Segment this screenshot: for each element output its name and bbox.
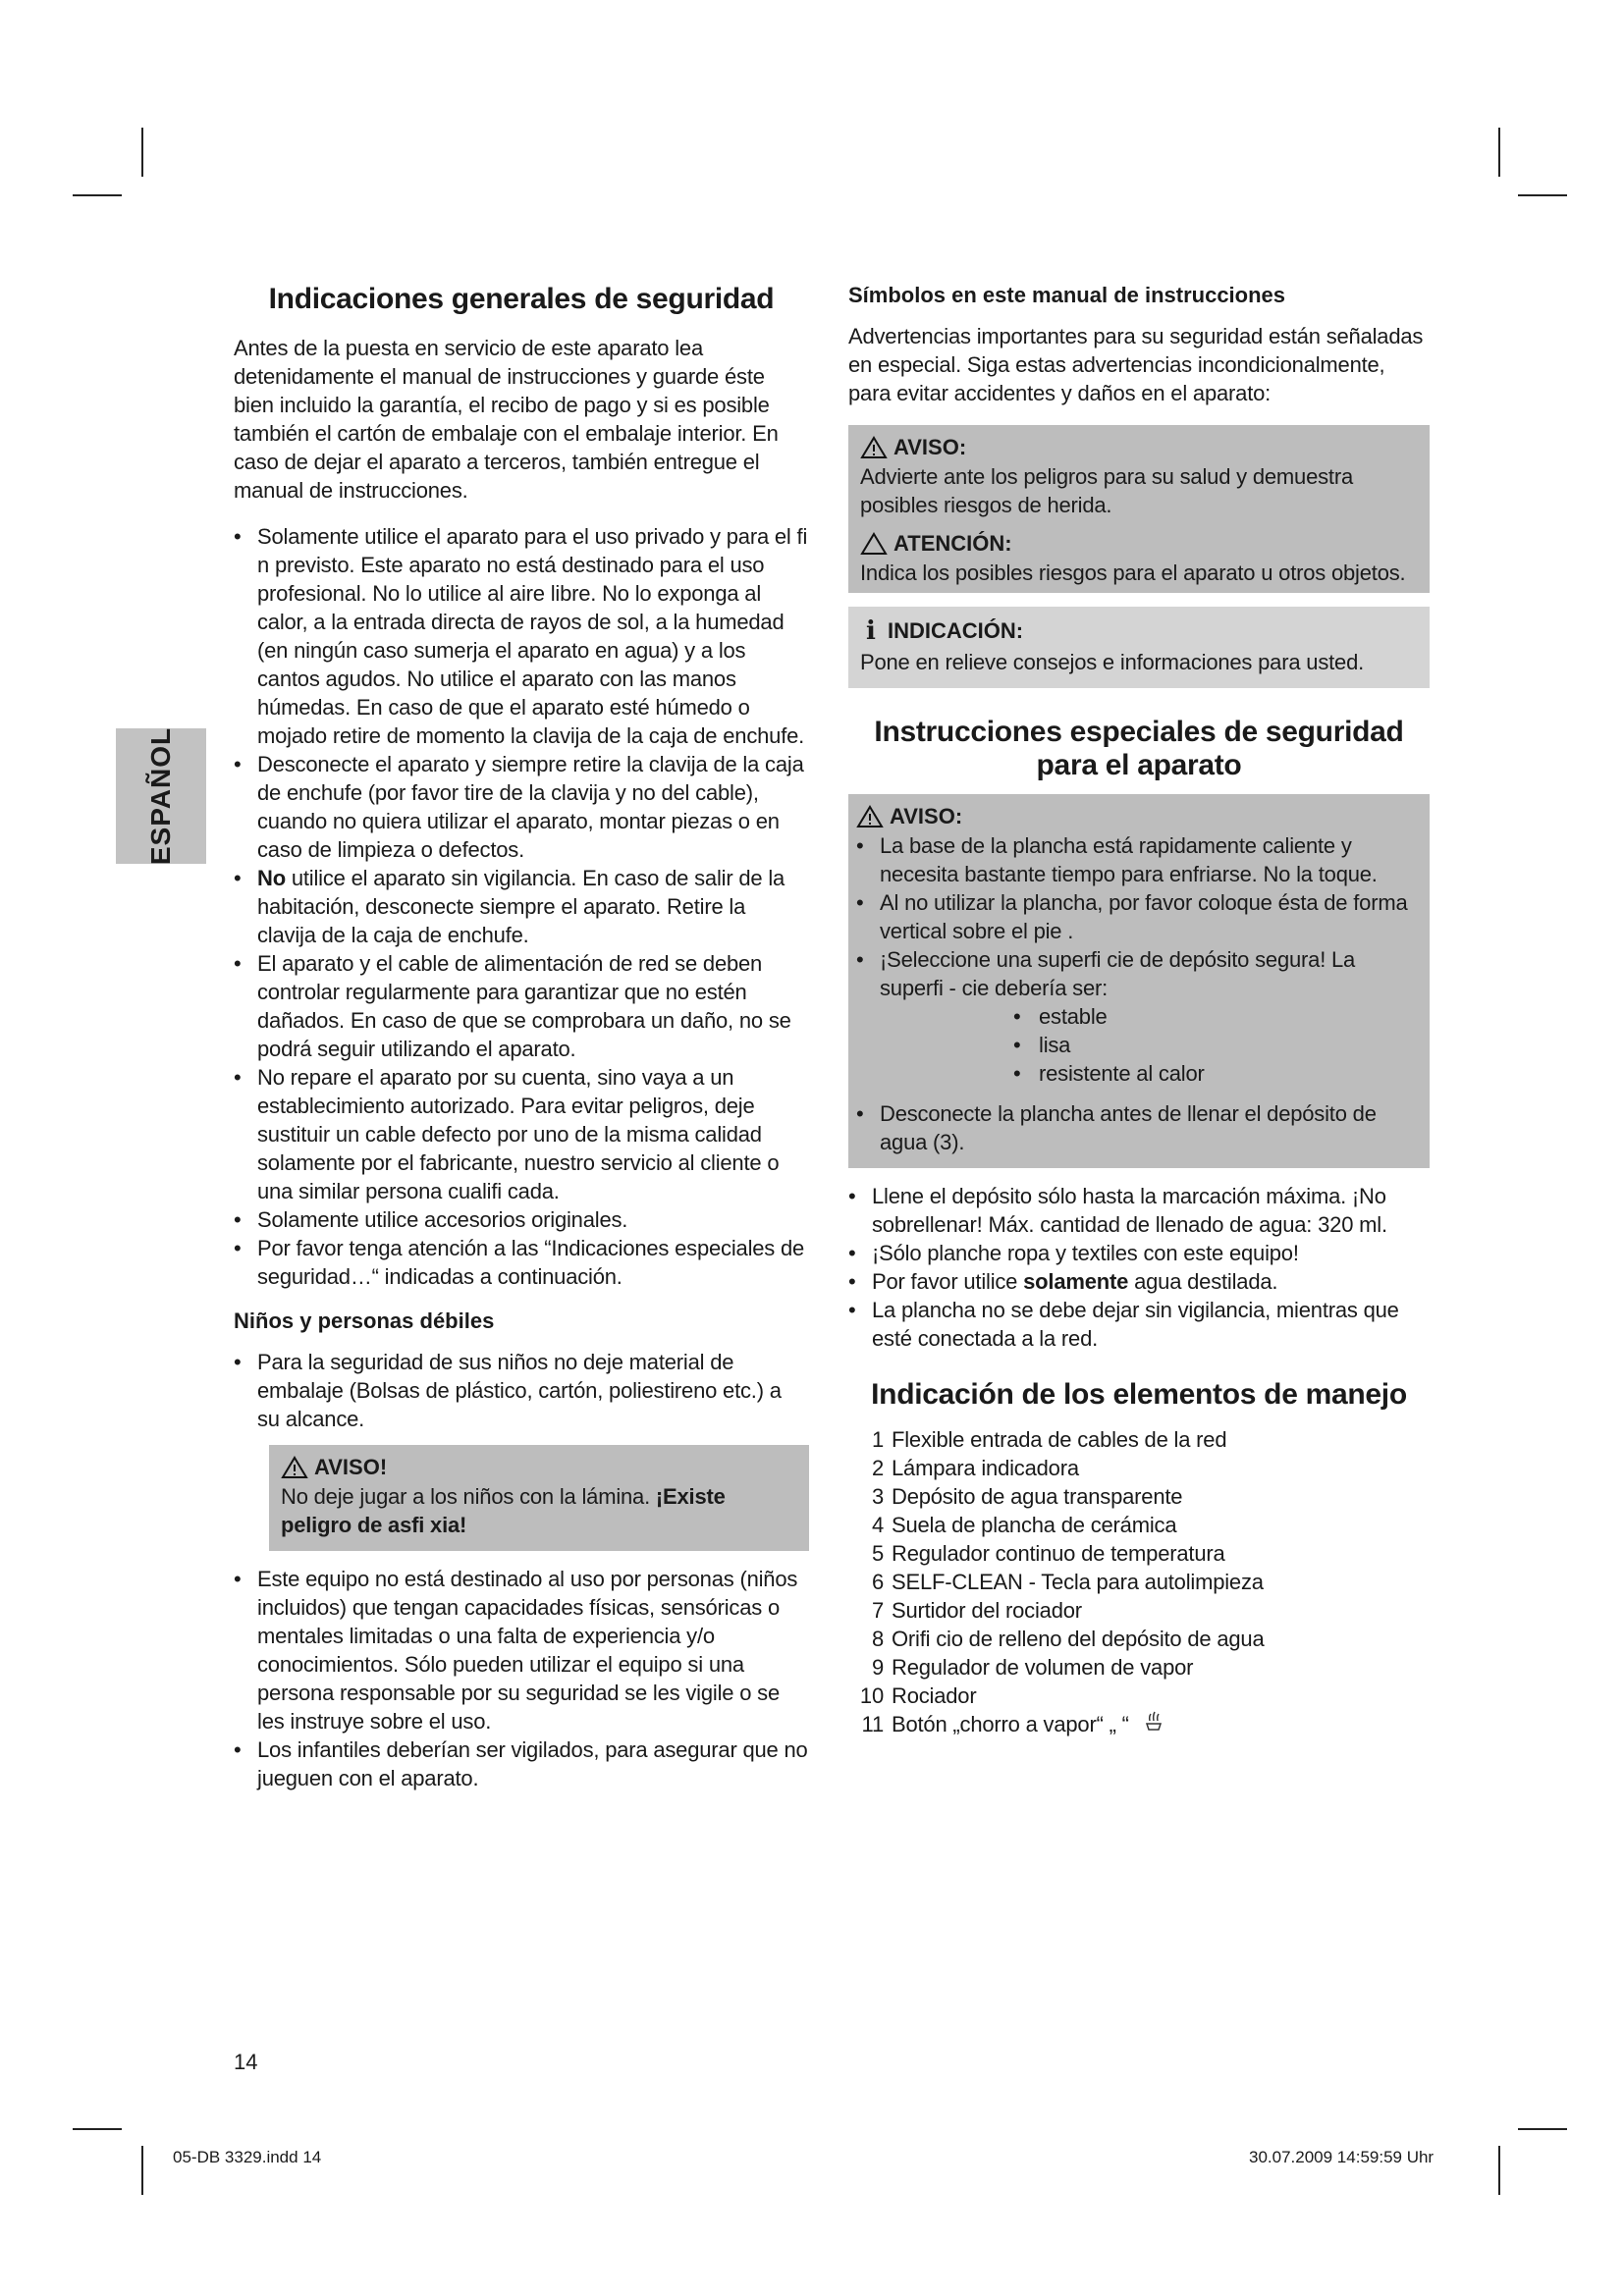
caution-icon [860, 532, 888, 556]
symbols-heading: Símbolos en este manual de instrucciones [848, 283, 1286, 307]
list-item: • Por favor utilice solamente agua destilada. [848, 1267, 1430, 1296]
general-safety-title: Indicaciones generales de seguridad [268, 283, 775, 315]
aviso-label: AVISO: [893, 435, 967, 459]
general-safety-intro: Antes de la puesta en servicio de este aparato lea detenidamente el manual de instrucciones y guarde éste bien incluido la garantía, el recibo de pago y si es posible también el cartón de embalaje con el embalaje interior. En caso de dejar el aparato a terceros, también entregue el manual de instrucciones. [234, 336, 779, 503]
list-item [234, 864, 809, 949]
right-column [848, 283, 1430, 1738]
atencion-text: Indica los posibles riesgos para el aparato u otros objetos. [860, 561, 1406, 585]
special-safety-list-last [856, 1099, 1418, 1156]
crop-mark [73, 2128, 122, 2130]
control-item: 2 Lámpara indicadora [871, 1456, 1079, 1480]
emphasis-no: No [257, 866, 286, 890]
list-item: • Los infantiles deberían ser vigilados, para asegurar que no jueguen con el aparato. [234, 1735, 809, 1792]
children-warning-box [269, 1445, 809, 1551]
left-column [234, 283, 809, 1810]
crop-mark [1518, 2128, 1567, 2130]
list-item: • Desconecte la plancha antes de llenar el depósito de agua (3). [856, 1099, 1418, 1156]
list-item: • estable [1013, 1002, 1418, 1031]
atencion-label: ATENCIÓN: [893, 531, 1012, 556]
special-safety-title: Instrucciones especiales de seguridad para el aparato [874, 716, 1404, 781]
list-item: • La base de la plancha está rapidamente caliente y necesita bastante tiempo para enfriarse. No la toque. [856, 831, 1418, 888]
list-item: • La plancha no se debe dejar sin vigilancia, mientras que esté conectada a la red. [848, 1296, 1430, 1353]
list-item: • Para la seguridad de sus niños no deje material de embalaje (Bolsas de plástico, cartón, poliestireno etc.) a su alcance. [234, 1348, 809, 1433]
list-item: • Solamente utilice el aparato para el uso privado y para el fi n previsto. Este aparato no está destinado para el uso profesional. No lo utilice al aire libre. No lo exponga al calor, a la entrada directa de rayos de sol, a la humedad (en ningún caso sumerja el aparato en agua) y a los cantos agudos. No utilice el aparato con las manos húmedas. En caso de que el aparato esté húmedo o mojado retire de momento la clavija de la caja de enchufe. [234, 522, 809, 750]
indicacion-text: Pone en relieve consejos e informaciones para usted. [860, 650, 1365, 674]
list-item: • resistente al calor [1013, 1059, 1418, 1088]
list-item: • Llene el depósito sólo hasta la marcación máxima. ¡No sobrellenar! Máx. cantidad de llenado de agua: 320 ml. [848, 1182, 1430, 1239]
general-safety-list [234, 522, 809, 1291]
crop-mark [1498, 128, 1500, 177]
warning-icon [860, 436, 888, 459]
special-aviso-label: AVISO: [890, 804, 963, 828]
control-item: 11 Botón „chorro a vapor“ „ “ [848, 1710, 1430, 1738]
symbols-warning-box [848, 425, 1430, 593]
list-item: • lisa [1013, 1031, 1418, 1059]
control-item: 4 Suela de plancha de cerámica [871, 1513, 1177, 1537]
list-item: • Solamente utilice accesorios originales. [234, 1205, 809, 1234]
control-item: 3 Depósito de agua transparente [871, 1484, 1183, 1509]
crop-mark [73, 194, 122, 196]
children-heading: Niños y personas débiles [234, 1308, 495, 1333]
warning-label: AVISO! [314, 1455, 388, 1479]
list-item: • ¡Sólo planche ropa y textiles con este equipo! [848, 1239, 1430, 1267]
footer-timestamp: 30.07.2009 14:59:59 Uhr [1249, 2148, 1435, 2166]
special-warning-box [848, 794, 1430, 1168]
indicacion-label: INDICACIÓN: [888, 618, 1024, 643]
warning-icon [856, 805, 884, 828]
children-list-2 [234, 1565, 809, 1792]
crop-mark [1498, 2146, 1500, 2195]
controls-list [848, 1425, 1430, 1738]
aviso-text: Advierte ante los peligros para su salud y demuestra posibles riesgos de herida. [860, 464, 1353, 517]
info-icon: i [866, 616, 876, 646]
list-item: • El aparato y el cable de alimentación de red se deben controlar regularmente para garantizar que no estén dañados. En caso de que se comprobara un daño, no se podrá seguir utilizando el aparato. [234, 949, 809, 1063]
control-item: 10 Rociador [859, 1683, 977, 1708]
warning-icon [281, 1456, 308, 1479]
info-box [848, 607, 1430, 688]
children-list [234, 1348, 809, 1433]
filling-list [848, 1182, 1430, 1353]
list-item: • ¡Seleccione una superfi cie de depósito segura! La superfi - cie debería ser: [856, 945, 1418, 1002]
crop-mark [1518, 194, 1567, 196]
symbols-intro: Advertencias importantes para su seguridad están señaladas en especial. Siga estas advertencias incondicionalmente, para evitar accidentes y daños en el aparato: [848, 324, 1424, 405]
list-item: • Este equipo no está destinado al uso por personas (niños incluidos) que tengan capacidades físicas, sensóricas o mentales limitadas o una falta de experiencia y/o conocimientos. Sólo pueden utilizar el equipo si una persona responsable por su seguridad se les vigile o se les instruye sobre el uso. [234, 1565, 809, 1735]
list-item: • Desconecte el aparato y siempre retire la clavija de la caja de enchufe (por favor tire de la clavija y no del cable), cuando no quiera utilizar el aparato, montar piezas o en caso de limpieza o defectos. [234, 750, 809, 864]
list-item-text: utilice el aparato sin vigilancia. En caso de salir de la habitación, desconecte siempre el aparato. Retire la clavija de la caja de enchufe. [257, 866, 785, 947]
list-item: • Por favor tenga atención a las “Indicaciones especiales de seguridad…“ indicadas a continuación. [234, 1234, 809, 1291]
page-number: 14 [234, 2050, 258, 2074]
control-item: 8 Orifi cio de relleno del depósito de agua [871, 1627, 1265, 1651]
surface-list [856, 1002, 1418, 1088]
steam-burst-icon [1143, 1710, 1164, 1734]
footer-file: 05-DB 3329.indd 14 [173, 2148, 322, 2166]
list-item: • Al no utilizar la plancha, por favor coloque ésta de forma vertical sobre el pie . [856, 888, 1418, 945]
list-item: • No repare el aparato por su cuenta, sino vaya a un establecimiento autorizado. Para evitar peligros, deje sustituir un cable defecto por uno de la misma calidad solamente por el fabricante, nuestro servicio al cliente o una similar persona cualifi cada. [234, 1063, 809, 1205]
warning-text: No deje jugar a los niños con la lámina. ¡Existe peligro de asfi xia! [281, 1484, 726, 1537]
control-item: 1 Flexible entrada de cables de la red [871, 1427, 1227, 1452]
control-item: 7 Surtidor del rociador [871, 1598, 1082, 1623]
control-item: 5 Regulador continuo de temperatura [871, 1541, 1225, 1566]
language-tab [116, 728, 206, 864]
language-tab-label: ESPAÑOL [145, 726, 176, 866]
special-safety-list [856, 831, 1418, 1002]
crop-mark [141, 128, 143, 177]
controls-title: Indicación de los elementos de manejo [871, 1378, 1407, 1411]
crop-mark [141, 2146, 143, 2195]
control-item: 6 SELF-CLEAN - Tecla para autolimpieza [871, 1570, 1264, 1594]
control-item: 9 Regulador de volumen de vapor [871, 1655, 1194, 1680]
